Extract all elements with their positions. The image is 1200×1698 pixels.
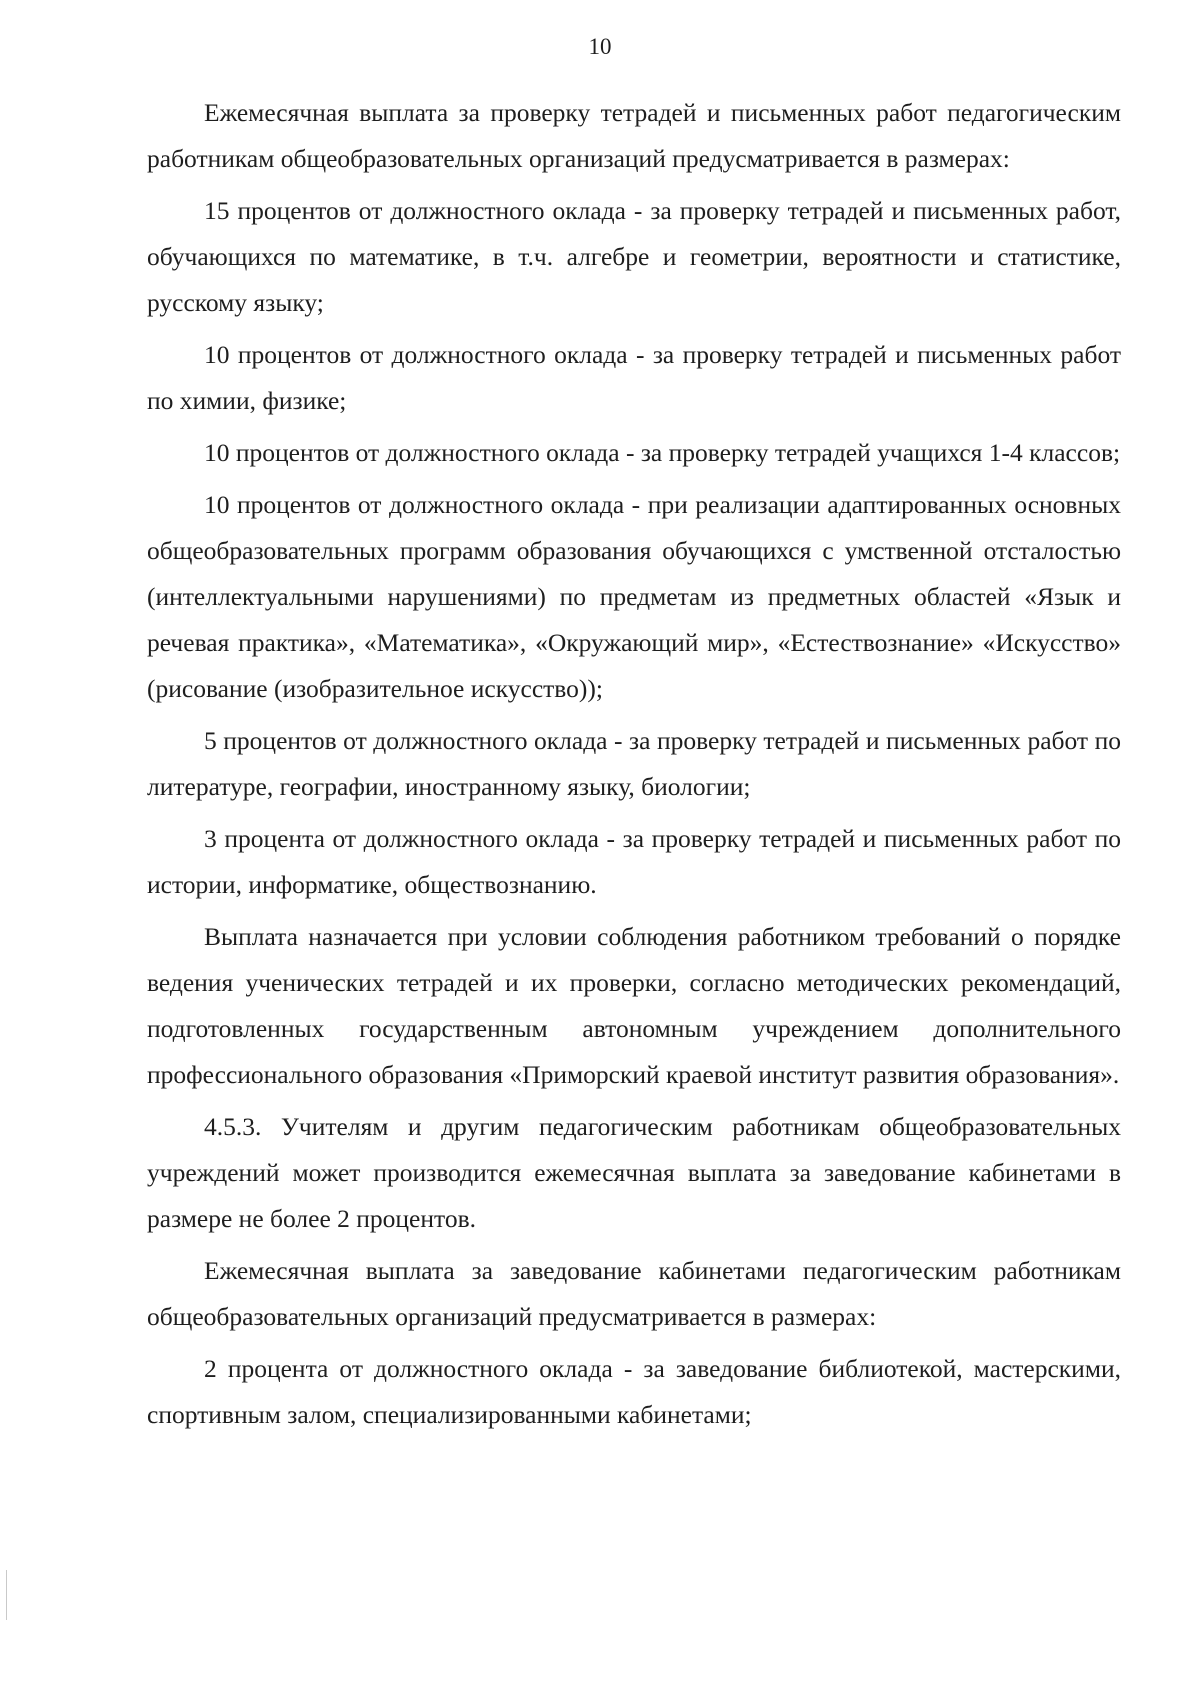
scan-margin-mark	[6, 1570, 7, 1620]
paragraph-10-percent-grades-1-4: 10 процентов от должностного оклада - за проверку тетрадей учащихся 1-4 классов;	[204, 438, 1121, 467]
paragraph-2-percent: 2 процента от должностного оклада - за заведование библиотекой, мастерскими, спортивным залом, специализированными кабинетами;	[147, 1354, 1121, 1429]
paragraph-cabinet-payment-intro: Ежемесячная выплата за заведование кабинетами педагогическим работникам общеобразовательных организаций предусматривается в размерах:	[147, 1256, 1121, 1331]
paragraph-5-percent: 5 процентов от должностного оклада - за проверку тетрадей и письменных работ по литературе, географии, иностранному языку, биологии;	[147, 726, 1121, 801]
document-body	[147, 90, 1121, 1438]
paragraph-10-percent-chemistry-physics: 10 процентов от должностного оклада - за проверку тетрадей и письменных работ по химии, физике;	[147, 340, 1121, 415]
paragraph-10-percent-adapted-programs: 10 процентов от должностного оклада - при реализации адаптированных основных общеобразовательных программ образования обучающихся с умственной отсталостью (интеллектуальными нарушениями) по предметам из предметных областей «Язык и речевая практика», «Математика», «Окружающий мир», «Естествознание» «Искусство» (рисование (изобразительное искусство));	[147, 490, 1121, 703]
paragraph-section-4-5-3: 4.5.3. Учителям и другим педагогическим работникам общеобразовательных учреждений может производится ежемесячная выплата за заведование кабинетами в размере не более 2 процентов.	[147, 1112, 1121, 1233]
page-number: 10	[588, 34, 612, 59]
paragraph-payment-conditions: Выплата назначается при условии соблюдения работником требований о порядке ведения ученических тетрадей и их проверки, согласно методических рекомендаций, подготовленных государственным автономным учреждением дополнительного профессионального образования «Приморский краевой институт развития образования».	[147, 922, 1121, 1089]
paragraph-3-percent: 3 процента от должностного оклада - за проверку тетрадей и письменных работ по истории, информатике, обществознанию.	[147, 824, 1121, 899]
paragraph-monthly-payment-intro: Ежемесячная выплата за проверку тетрадей и письменных работ педагогическим работникам общеобразовательных организаций предусматривается в размерах:	[147, 98, 1121, 173]
paragraph-15-percent: 15 процентов от должностного оклада - за проверку тетрадей и письменных работ, обучающихся по математике, в т.ч. алгебре и геометрии, вероятности и статистике, русскому языку;	[147, 196, 1121, 317]
